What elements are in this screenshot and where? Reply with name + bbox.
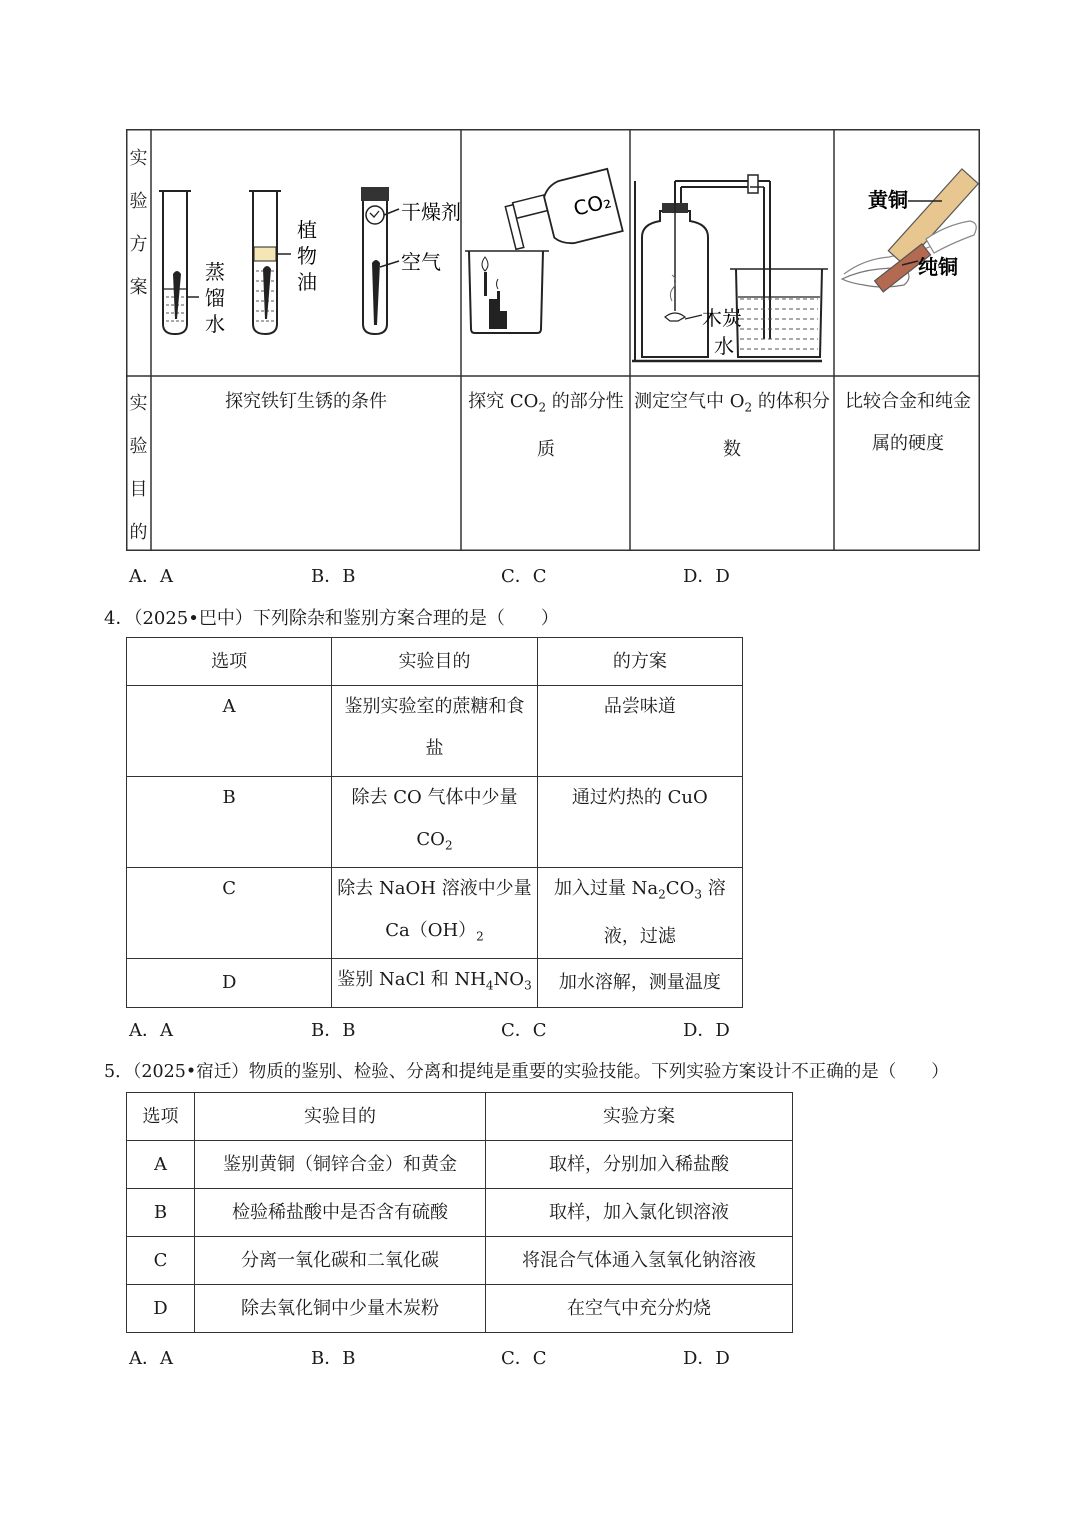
- label-brass: 黄铜: [868, 188, 908, 212]
- q4-plan-b: 通过灼热的 CuO: [537, 777, 742, 868]
- label-vegetable-oil-3: 油: [297, 270, 317, 294]
- q5-plan-c: 将混合气体通入氢氧化钠溶液: [486, 1237, 793, 1285]
- q5-purpose-c: 分离一氧化碳和二氧化碳: [195, 1237, 486, 1285]
- q5-opt-a: A: [127, 1141, 195, 1189]
- label-charcoal: 木炭: [702, 306, 742, 330]
- q4-plan-c: [537, 868, 742, 959]
- choice-d[interactable]: D．D: [683, 1020, 730, 1041]
- q4-plan-d: 加水溶解，测量温度: [537, 959, 742, 1008]
- hardness-experiment-figure: [834, 129, 980, 376]
- purpose-c: [632, 381, 832, 471]
- q5-plan-d: 在空气中充分灼烧: [486, 1285, 793, 1333]
- choice-c[interactable]: C．C: [501, 566, 547, 587]
- label-char: 的: [129, 522, 148, 543]
- q4-purpose-d-post: NO: [493, 969, 525, 990]
- purpose-c-text2: 的体积分数: [723, 391, 830, 460]
- q4-opt-b: B: [127, 777, 332, 868]
- q4-purpose-d-sub2: 3: [524, 978, 532, 993]
- q5-plan-a: 取样，分别加入稀盐酸: [486, 1141, 793, 1189]
- purpose-d: [838, 381, 978, 465]
- q5-plan-b: 取样，加入氯化钡溶液: [486, 1189, 793, 1237]
- q5-opt-b: B: [127, 1189, 195, 1237]
- q4-header-purpose: 实验目的: [332, 638, 537, 686]
- label-vegetable-oil-2: 物: [297, 244, 317, 268]
- table-row: [127, 1141, 793, 1189]
- q5-purpose-d: 除去氧化铜中少量木炭粉: [195, 1285, 486, 1333]
- table-row: [127, 1189, 793, 1237]
- row-label-scheme: [126, 137, 151, 309]
- q4-purpose-a: 鉴别实验室的蔗糖和食盐: [332, 686, 537, 777]
- q4-plan-c-post: 溶液，过滤: [603, 878, 726, 947]
- choice-a[interactable]: A．A: [129, 1348, 173, 1369]
- choice-a[interactable]: A．A: [129, 1020, 173, 1041]
- purpose-b-text: 探究 CO: [468, 391, 539, 412]
- q4-purpose-c: [332, 868, 537, 959]
- q5-header-option: 选项: [127, 1093, 195, 1141]
- label-air: 空气: [401, 250, 441, 274]
- label-char: 实: [129, 148, 148, 169]
- choice-b[interactable]: B．B: [311, 1348, 356, 1369]
- rust-experiment-figure: [151, 129, 461, 376]
- purpose-c-text: 测定空气中 O: [634, 391, 745, 412]
- choice-d[interactable]: D．D: [683, 566, 730, 587]
- label-co2: CO₂: [571, 188, 614, 221]
- label-char: 案: [129, 277, 148, 298]
- label-vegetable-oil: 植: [297, 218, 317, 242]
- q4-purpose-b-chem: CO: [416, 829, 445, 850]
- q4-opt-a: A: [127, 686, 332, 777]
- choice-c[interactable]: C．C: [501, 1020, 547, 1041]
- q4-header-plan: 的方案: [537, 638, 742, 686]
- table-row: [127, 1285, 793, 1333]
- choice-d[interactable]: D．D: [683, 1348, 730, 1369]
- label-char: 方: [129, 234, 148, 255]
- q5-opt-d: D: [127, 1285, 195, 1333]
- table-row: [127, 686, 743, 777]
- purpose-b: [465, 381, 627, 471]
- q4-purpose-d-sub: 4: [485, 978, 494, 993]
- table-row: [127, 777, 743, 868]
- q4-plan-a: 品尝味道: [537, 686, 742, 777]
- q4-purpose-d: [332, 959, 537, 1008]
- q4-plan-c-sub2: 3: [694, 887, 702, 902]
- purpose-b-text2: 的部分性质: [537, 391, 624, 460]
- q4-header-option: 选项: [127, 638, 332, 686]
- label-distilled-water-2: 馏: [205, 286, 225, 310]
- label-char: 验: [129, 436, 148, 457]
- q5-header-plan: 实验方案: [486, 1093, 793, 1141]
- q5-purpose-a: 鉴别黄铜（铜锌合金）和黄金: [195, 1141, 486, 1189]
- purpose-a-text: 探究铁钉生锈的条件: [225, 391, 387, 412]
- q4-plan-c-text: 加入过量 Na: [553, 878, 659, 899]
- table-row: [127, 868, 743, 959]
- label-distilled-water: 蒸: [205, 260, 225, 284]
- q4-table: [126, 637, 743, 1008]
- q3-table: [126, 129, 980, 551]
- purpose-d-text: 比较合金和纯金属的硬度: [845, 391, 971, 454]
- label-pure-copper: 纯铜: [918, 255, 958, 279]
- label-water: 水: [714, 334, 734, 358]
- q5-stem: 5．（2025•宿迁）物质的鉴别、检验、分离和提纯是重要的实验技能。下列实验方案设计不正确的是（ ）: [104, 1062, 949, 1082]
- q4-purpose-d-text: 鉴别 NaCl 和 NH: [337, 969, 486, 990]
- q4-opt-d: D: [127, 959, 332, 1008]
- q4-plan-c-sub1: 2: [658, 887, 666, 902]
- label-desiccant: 干燥剂: [401, 200, 461, 224]
- choice-a[interactable]: A．A: [129, 566, 173, 587]
- q4-purpose-c-line1: 除去 NaOH 溶液中少量: [337, 878, 532, 899]
- q4-stem: 4．（2025•巴中）下列除杂和鉴别方案合理的是（ ）: [104, 608, 559, 629]
- q5-header-purpose: 实验目的: [195, 1093, 486, 1141]
- q4-plan-c-mid: CO: [665, 878, 695, 899]
- purpose-a: [151, 381, 461, 423]
- q4-purpose-b-line1: 除去 CO 气体中少量: [351, 787, 518, 808]
- label-distilled-water-3: 水: [205, 312, 225, 336]
- q5-opt-c: C: [127, 1237, 195, 1285]
- label-char: 目: [129, 479, 148, 500]
- q5-purpose-b: 检验稀盐酸中是否含有硫酸: [195, 1189, 486, 1237]
- q5-table: [126, 1092, 793, 1333]
- table-row: [127, 1237, 793, 1285]
- q4-purpose-c-chem: Ca（OH）: [385, 920, 477, 941]
- q4-opt-c: C: [127, 868, 332, 959]
- oxygen-experiment-figure: [630, 129, 834, 376]
- choice-b[interactable]: B．B: [311, 1020, 356, 1041]
- q4-purpose-b-sub: 2: [444, 838, 453, 853]
- table-row: [127, 959, 743, 1008]
- co2-experiment-figure: [461, 129, 630, 376]
- label-char: 验: [129, 191, 148, 212]
- choice-c[interactable]: C．C: [501, 1348, 547, 1369]
- q4-purpose-c-sub: 2: [476, 929, 484, 944]
- purpose-c-sub: 2: [744, 400, 753, 415]
- q4-purpose-b: [332, 777, 537, 868]
- purpose-b-sub: 2: [538, 400, 547, 415]
- label-char: 实: [129, 393, 148, 414]
- choice-b[interactable]: B．B: [311, 566, 356, 587]
- row-label-purpose: [126, 382, 151, 554]
